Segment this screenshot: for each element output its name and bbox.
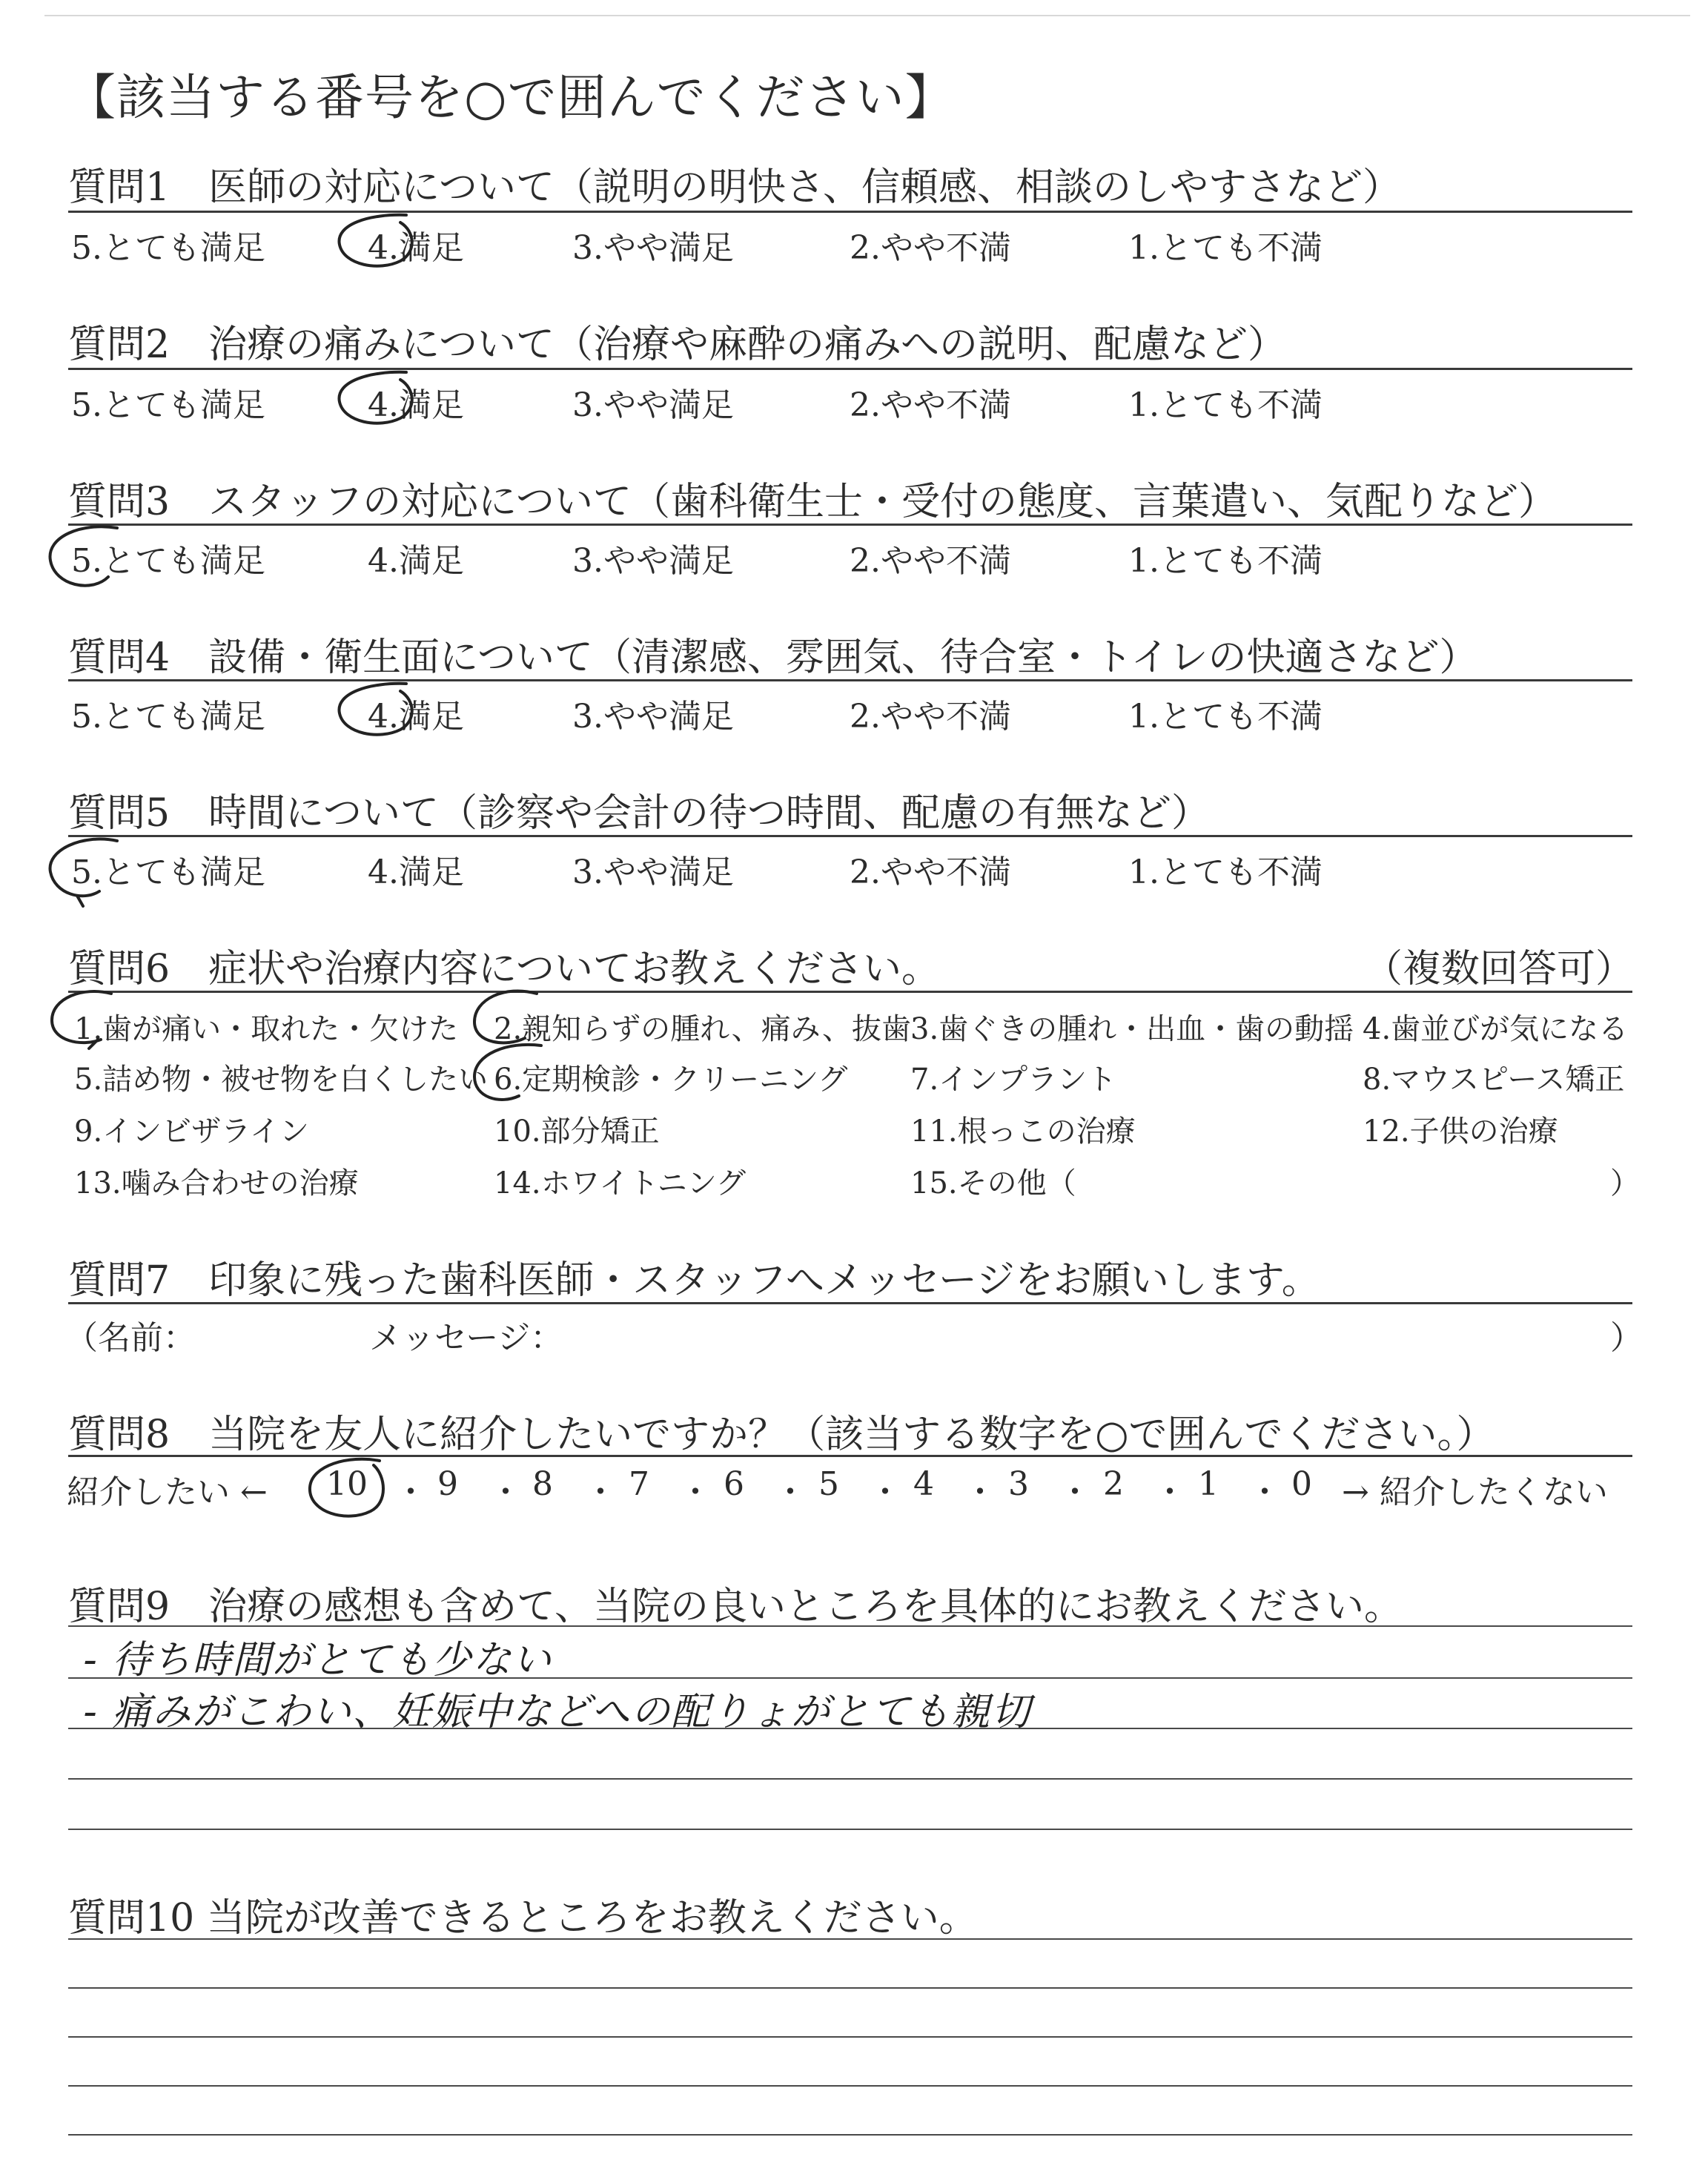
q8-scale-6[interactable]: 6	[724, 1465, 744, 1503]
q5-option-5[interactable]: 5.とても満足	[71, 853, 265, 891]
q5-option-3[interactable]: 3.やや満足	[572, 853, 734, 891]
page-title: 【該当する番号を○で囲んでください】	[67, 69, 955, 126]
q7-name-label: （名前：	[65, 1319, 196, 1357]
q5-option-4[interactable]: 4.満足	[368, 853, 464, 891]
question-5-title: 質問5 時間について（診察や会計の待つ時間、配慮の有無など）	[68, 791, 1211, 836]
q9-line-5	[68, 1829, 1632, 1830]
q8-separator: ・	[394, 1473, 427, 1511]
q8-scale-0[interactable]: 0	[1291, 1465, 1312, 1503]
q6-option-15[interactable]: 15.その他（	[910, 1166, 1076, 1200]
q4-option-3[interactable]: 3.やや満足	[572, 698, 734, 736]
q10-line-5	[68, 2134, 1632, 2136]
q7-close-paren: ）	[1610, 1319, 1643, 1357]
q2-option-1[interactable]: 1.とても不満	[1128, 386, 1323, 424]
question-4-rule	[68, 679, 1632, 681]
q10-line-1	[68, 1938, 1632, 1940]
q4-option-4[interactable]: 4.満足	[368, 698, 464, 736]
q3-option-2[interactable]: 2.やや不満	[850, 542, 1011, 580]
q4-option-1[interactable]: 1.とても不満	[1128, 698, 1323, 736]
q6-option-6[interactable]: 6.定期検診・クリーニング	[494, 1063, 848, 1097]
q6-option-4[interactable]: 4.歯並びが気になる	[1363, 1012, 1629, 1046]
q8-scale-8[interactable]: 8	[532, 1465, 553, 1503]
question-7-rule	[68, 1302, 1632, 1304]
q2-option-2[interactable]: 2.やや不満	[850, 386, 1011, 424]
q1-option-3[interactable]: 3.やや満足	[572, 229, 734, 267]
q8-scale-4[interactable]: 4	[913, 1465, 934, 1503]
q8-scale-7[interactable]: 7	[629, 1465, 649, 1503]
question-3-title: 質問3 スタッフの対応について（歯科衛生士・受付の態度、言葉遣い、気配りなど）	[68, 480, 1558, 524]
q10-line-2	[68, 1987, 1632, 1989]
q3-option-3[interactable]: 3.やや満足	[572, 542, 734, 580]
q3-option-1[interactable]: 1.とても不満	[1128, 542, 1323, 580]
q10-line-3	[68, 2036, 1632, 2038]
q8-scale-5[interactable]: 5	[818, 1465, 839, 1503]
q5-option-2[interactable]: 2.やや不満	[850, 853, 1011, 891]
question-5-rule	[68, 835, 1632, 837]
q6-option-13[interactable]: 13.噛み合わせの治療	[74, 1166, 359, 1200]
q4-option-2[interactable]: 2.やや不満	[850, 698, 1011, 736]
q6-option-5[interactable]: 5.詰め物・被せ物を白くしたい	[74, 1063, 489, 1097]
q8-right-label: → 紹介したくない	[1342, 1473, 1608, 1511]
q8-separator: ・	[489, 1473, 522, 1511]
q8-scale-1[interactable]: 1	[1198, 1465, 1219, 1503]
question-8-rule	[68, 1455, 1632, 1457]
q2-option-5[interactable]: 5.とても満足	[71, 386, 265, 424]
scan-edge-line	[44, 15, 1690, 16]
q6-option-7[interactable]: 7.インプラント	[910, 1063, 1117, 1097]
question-2-rule	[68, 368, 1632, 370]
q5-option-1[interactable]: 1.とても不満	[1128, 853, 1323, 891]
q8-scale-10[interactable]: 10	[326, 1465, 368, 1503]
q8-scale-2[interactable]: 2	[1103, 1465, 1124, 1503]
q6-option-8[interactable]: 8.マウスピース矯正	[1363, 1063, 1625, 1097]
q6-option-1[interactable]: 1.歯が痛い・取れた・欠けた	[74, 1012, 459, 1046]
q9-line-2	[68, 1677, 1632, 1679]
question-6-rule	[68, 991, 1632, 993]
q8-left-label: 紹介したい ←	[67, 1473, 268, 1511]
q2-option-4[interactable]: 4.満足	[368, 386, 464, 424]
question-7-title: 質問7 印象に残った歯科医師・スタッフへメッセージをお願いします。	[68, 1258, 1320, 1303]
q9-line-3	[68, 1728, 1632, 1729]
question-10-title: 質問10 当院が改善できるところをお教えください。	[68, 1896, 978, 1941]
question-6-title: 質問6 症状や治療内容についてお教えください。	[68, 947, 941, 991]
q1-option-4[interactable]: 4.満足	[368, 229, 464, 267]
q9-line-1	[68, 1625, 1632, 1627]
q2-option-3[interactable]: 3.やや満足	[572, 386, 734, 424]
question-4-title: 質問4 設備・衛生面について（清潔感、雰囲気、待合室・トイレの快適さなど）	[68, 635, 1478, 680]
q9-handwritten-line-1: - 待ち時間がとても少ない	[83, 1638, 553, 1682]
q3-option-5[interactable]: 5.とても満足	[71, 542, 265, 580]
question-8-title: 質問8 当院を友人に紹介したいですか？（該当する数字を○で囲んでください。）	[68, 1413, 1495, 1457]
q8-separator: ・	[1059, 1473, 1091, 1511]
q1-option-5[interactable]: 5.とても満足	[71, 229, 265, 267]
q8-separator: ・	[1248, 1473, 1281, 1511]
q1-option-2[interactable]: 2.やや不満	[850, 229, 1011, 267]
q8-separator: ・	[584, 1473, 617, 1511]
q6-option-9[interactable]: 9.インビザライン	[74, 1114, 309, 1149]
q8-separator: ・	[1153, 1473, 1186, 1511]
q8-separator: ・	[964, 1473, 996, 1511]
question-1-title: 質問1 医師の対応について（説明の明快さ、信頼感、相談のしやすさなど）	[68, 165, 1401, 210]
q8-separator: ・	[774, 1473, 807, 1511]
q3-option-4[interactable]: 4.満足	[368, 542, 464, 580]
q1-option-1[interactable]: 1.とても不満	[1128, 229, 1323, 267]
q6-option-11[interactable]: 11.根っこの治療	[910, 1114, 1136, 1149]
q8-separator: ・	[869, 1473, 901, 1511]
q9-line-4	[68, 1778, 1632, 1780]
q9-handwritten-line-2: - 痛みがこわい、妊娠中などへの配りょがとても親切	[83, 1690, 1032, 1734]
q10-line-4	[68, 2085, 1632, 2087]
q6-option-14[interactable]: 14.ホワイトニング	[494, 1166, 747, 1200]
question-3-rule	[68, 524, 1632, 526]
question-6-note: （複数回答可）	[1364, 947, 1635, 991]
q8-scale-9[interactable]: 9	[437, 1465, 458, 1503]
question-1-rule	[68, 211, 1632, 213]
q6-option-10[interactable]: 10.部分矯正	[494, 1114, 660, 1149]
question-2-title: 質問2 治療の痛みについて（治療や麻酔の痛みへの説明、配慮など）	[68, 323, 1287, 367]
q4-option-5[interactable]: 5.とても満足	[71, 698, 265, 736]
q6-option-12[interactable]: 12.子供の治療	[1363, 1114, 1558, 1149]
q8-separator: ・	[679, 1473, 712, 1511]
q6-option-3[interactable]: 3.歯ぐきの腫れ・出血・歯の動揺	[910, 1012, 1354, 1046]
q6-other-close-paren: ）	[1610, 1166, 1640, 1200]
q8-scale-3[interactable]: 3	[1008, 1465, 1029, 1503]
q6-option-2[interactable]: 2.親知らずの腫れ、痛み、抜歯	[494, 1012, 911, 1046]
question-9-title: 質問9 治療の感想も含めて、当院の良いところを具体的にお教えください。	[68, 1585, 1403, 1629]
q7-message-field[interactable]	[563, 1311, 1601, 1350]
q7-message-label: メッセージ：	[369, 1319, 563, 1357]
